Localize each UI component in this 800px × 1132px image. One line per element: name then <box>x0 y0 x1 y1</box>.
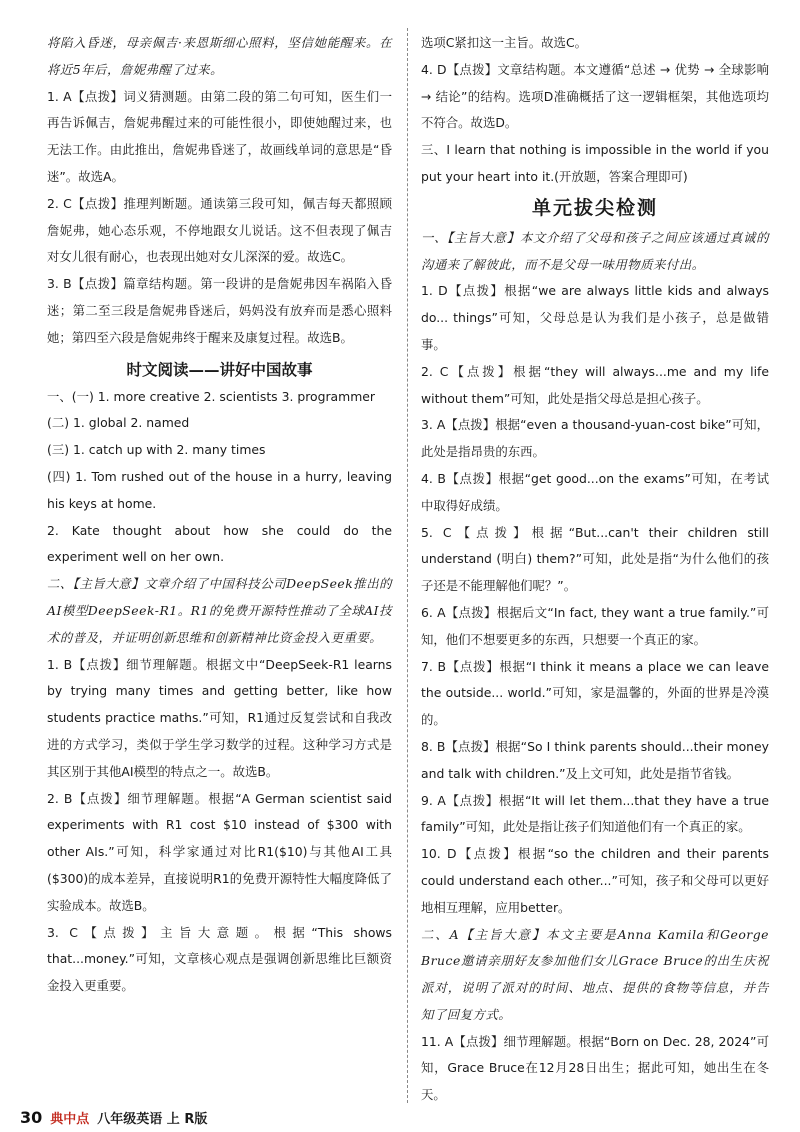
answer-item: 2. C【点拨】推理判断题。通读第三段可知，佩吉每天都照顾詹妮弗，她心态乐观，不停地跟女儿说话。这不但表现了佩吉对女儿很有耐心，也表现出她对女儿深深的爱。故选C。 <box>47 195 392 265</box>
answer-item: 6. A【点拨】根据后文“In fact, they want a true family.”可知，他们不想要更多的东西，只想要一个真正的家。 <box>421 604 769 647</box>
section-title: 单元拔尖检测 <box>531 196 658 219</box>
left-column <box>47 30 392 1000</box>
answer-item: 10. D【点拨】根据“so the children and their parents could understand each other...”可知，孩子和父母可以更好地相互理解，应用better。 <box>421 846 769 915</box>
column-divider <box>407 28 408 1103</box>
right-column <box>421 30 769 1109</box>
main-idea-text: 一、【主旨大意】本文介绍了父母和孩子之间应该通过真诚的沟通来了解彼此，而不是父母一味用物质来付出。 <box>421 229 769 272</box>
answer-item: 1. D【点拨】根据“we are always little kids and always do... things”可知，父母总是认为我们是小孩子，总是做错事。 <box>421 283 769 352</box>
answer-item: 2. B【点拨】细节理解题。根据“A German scientist said experiments with R1 cost $10 instead of $300 with other AIs.”可知，科学家通过对比R1($10)与其他AI工具($300)的成本差异，直接说明R1的免费开源特性大幅度降低了实验成本。故选B。 <box>47 790 392 913</box>
answer-item: 1. B【点拨】细节理解题。根据文中“DeepSeek-R1 learns by trying many times and getting better, like how students practice maths.”可知，R1通过反复尝试和自我改进的方式学习，类似于学生学习数学的过程。这种学习方式是其区别于其他AI模型的特点之一。故选B。 <box>47 656 392 779</box>
brand-logo: 典中点 <box>50 1111 90 1127</box>
answer-item: 4. D【点拨】文章结构题。本文遵循“总述 → 优势 → 全球影响 → 结论”的结构。选项D准确概括了这一逻辑框架，其他选项均不符合。故选D。 <box>421 61 769 131</box>
answer-item: 1. A【点拨】词义猜测题。由第二段的第二句可知，医生们一再告诉佩吉，詹妮弗醒过来的可能性很小，即使她醒过来，也无法工作。由此推出，詹妮弗昏迷了，故画线单词的意思是“昏迷”。故选A。 <box>47 88 392 184</box>
answer-line: (三) 1. catch up with 2. many times <box>47 442 266 458</box>
answer-line: (二) 1. global 2. named <box>47 415 190 431</box>
answer-item: 3. B【点拨】篇章结构题。第一段讲的是詹妮弗因车祸陷入昏迷；第二至三段是詹妮弗昏迷后，妈妈没有放弃而是悉心照料她；第四至六段是詹妮弗终于醒来及康复过程。故选B。 <box>47 276 392 345</box>
page-footer <box>20 1104 207 1130</box>
intro-text: 将陷入昏迷，母亲佩吉·来恩斯细心照料，坚信她能醒来。在将近5年后，詹妮弗醒了过来。 <box>47 35 392 77</box>
main-idea-text: 二、A【主旨大意】本文主要是Anna Kamila和George Bruce邀请亲朋好友参加他们女儿Grace Bruce的出生庆祝派对，说明了派对的时间、地点、提供的食物等信息，并告知了回复方式。 <box>421 926 769 1022</box>
answer-item: 3. A【点拨】根据“even a thousand-yuan-cost bike”可知，此处是指昂贵的东西。 <box>421 417 769 460</box>
answer-line: (四) 1. Tom rushed out of the house in a hurry, leaving his keys at home. <box>47 468 392 511</box>
answer-item: 选项C紧扣这一主旨。故选C。 <box>421 35 587 50</box>
answer-line: 2. Kate thought about how she could do the experiment well on her own. <box>47 522 392 565</box>
answer-item: 4. B【点拨】根据“get good...on the exams”可知，在考试中取得好成绩。 <box>421 470 769 513</box>
answer-line: 一、(一) 1. more creative 2. scientists 3. programmer <box>47 388 376 404</box>
answer-item: 5. C【点拨】根据“But...can't their children still understand (明白) them?”可知，此处是指“为什么他们的孩子还是不能理解他们呢？”。 <box>421 524 769 594</box>
answer-item: 2. C【点拨】根据“they will always...me and my life without them”可知，此处是指父母总是担心孩子。 <box>421 363 769 406</box>
answer-item: 3. C【点拨】主旨大意题。根据“This shows that...money.”可知，文章核心观点是强调创新思维比巨额资金投入更重要。 <box>47 924 392 994</box>
answer-item: 9. A【点拨】根据“It will let them...that they have a true family”可知，此处是指让孩子们知道他们有一个真正的家。 <box>421 792 769 835</box>
page-number: 30 <box>20 1107 43 1127</box>
answer-item: 11. A【点拨】细节理解题。根据“Born on Dec. 28, 2024”可知，Grace Bruce在12月28日出生；据此可知，她出生在冬天。 <box>421 1033 769 1103</box>
main-idea-text: 二、【主旨大意】文章介绍了中国科技公司DeepSeek推出的AI模型DeepSeek-R1。R1的免费开源特性推动了全球AI技术的普及，并证明创新思维和创新精神比资金投入更重要。 <box>47 576 392 645</box>
answer-item: 8. B【点拨】根据“So I think parents should...their money and talk with children.”及上文可知，此处是指节省钱。 <box>421 738 769 781</box>
answer-item: 7. B【点拨】根据“I think it means a place we can leave the outside... world.”可知，家是温馨的，外面的世界是冷漠的。 <box>421 658 769 728</box>
book-subtitle: 八年级英语 上 R版 <box>97 1111 208 1127</box>
answer-item: 三、I learn that nothing is impossible in the world if you put your heart into it.(开放题，答案合理即可) <box>421 142 769 184</box>
section-title: 时文阅读——讲好中国故事 <box>126 360 313 379</box>
